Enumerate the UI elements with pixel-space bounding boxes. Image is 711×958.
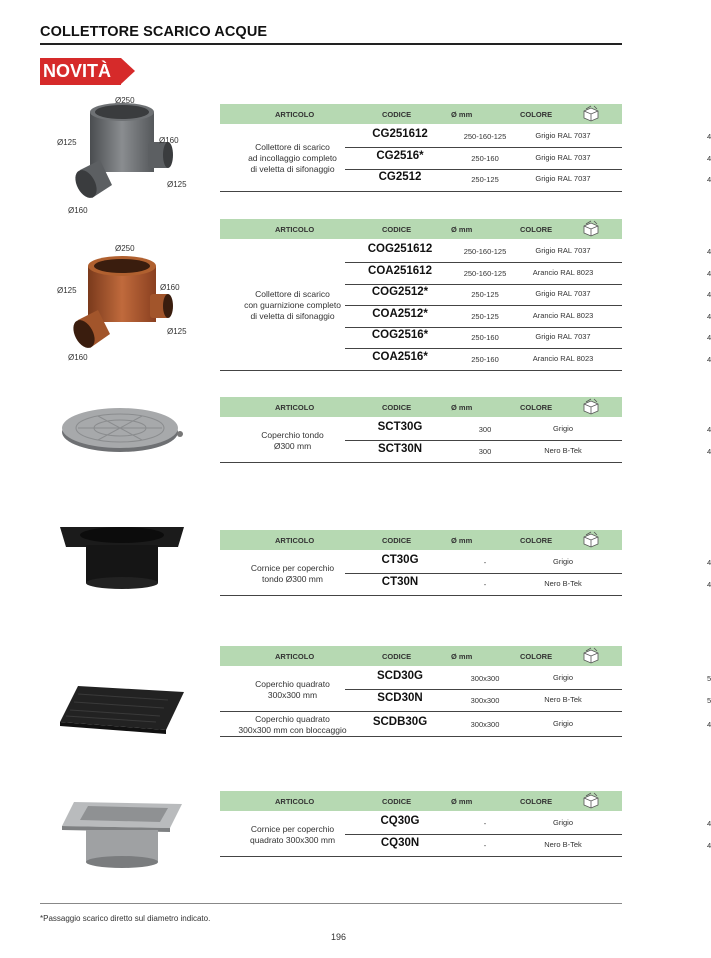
table-row (345, 835, 711, 856)
dim-label: Ø125 (57, 138, 77, 147)
table-row (345, 419, 711, 441)
color-value: Grigio RAL 7037 (535, 332, 591, 341)
pack-qty: 4 (707, 558, 711, 567)
diameter-mm: 250-125 (471, 175, 499, 184)
header-codice: CODICE (382, 652, 412, 661)
pack-qty: 4 (707, 579, 711, 589)
color-value: Grigio (552, 673, 573, 682)
header-articolo: ARTICOLO (275, 652, 315, 661)
box-icon (582, 398, 600, 416)
product-code: CQ30G (380, 815, 420, 827)
dim-label: Ø125 (57, 286, 77, 295)
group-separator (220, 736, 622, 737)
product-code: SCDB30G (372, 716, 428, 728)
table-row (345, 349, 711, 370)
diameter-mm: 250-160 (471, 153, 499, 163)
pack-qty: 4 (707, 290, 711, 299)
product-code: COA2516* (372, 350, 428, 363)
color-value: Grigio RAL 7037 (535, 152, 591, 162)
description-line: Ø300 mm (273, 440, 312, 451)
group-separator (220, 191, 622, 192)
table-row (345, 714, 711, 735)
product-code: COG2516* (371, 329, 429, 341)
header-articolo: ARTICOLO (275, 110, 315, 119)
header-articolo: ARTICOLO (275, 403, 315, 412)
pack-qty: 4 (707, 311, 711, 321)
diameter-mm: - (483, 819, 487, 828)
coperchio-tondo-image (58, 404, 186, 456)
diameter-mm: - (483, 579, 487, 589)
table-row (345, 126, 711, 148)
product-code: COG2512* (371, 286, 429, 298)
box-icon (582, 792, 600, 810)
group-separator (220, 711, 622, 712)
diameter-mm: 300 (478, 446, 492, 456)
pack-qty: 4 (707, 153, 711, 163)
pack-qty: 4 (707, 720, 711, 729)
description-line: con guarnizione completo (244, 300, 341, 310)
product-code: COA251612 (368, 264, 432, 277)
color-value: Grigio RAL 7037 (535, 131, 591, 140)
description-line: Collettore di scarico (255, 289, 330, 299)
table-header (220, 397, 622, 417)
dim-label: Ø160 (68, 353, 88, 362)
color-value: Grigio (552, 818, 573, 827)
group-separator (220, 595, 622, 596)
description-line: Coperchio quadrato (255, 713, 330, 724)
product-code: SCT30N (377, 442, 423, 455)
description-line: tondo Ø300 mm (262, 573, 323, 584)
color-value: Grigio RAL 7037 (535, 289, 591, 298)
header-codice: CODICE (382, 225, 412, 234)
header-codice: CODICE (382, 797, 412, 806)
header-codice: CODICE (382, 536, 412, 545)
article-description (220, 563, 365, 585)
article-description (220, 824, 365, 846)
dim-label: Ø160 (160, 283, 180, 292)
table-row (345, 668, 711, 690)
color-value: Arancio RAL 8023 (532, 353, 594, 363)
box-icon (582, 105, 600, 123)
description-line: 300x300 mm (267, 689, 318, 700)
box-icon (582, 220, 600, 238)
color-value: Grigio (552, 424, 573, 433)
pack-qty: 4 (707, 425, 711, 434)
pack-qty: 4 (707, 247, 711, 256)
table-row (345, 263, 711, 285)
product-code: CQ30N (380, 836, 420, 849)
novita-badge: NOVITÀ (40, 58, 121, 85)
header-colore: COLORE (520, 403, 553, 412)
pack-qty: 4 (707, 175, 711, 184)
title-rule (40, 43, 622, 45)
table-header (220, 219, 622, 239)
box-icon (582, 647, 600, 665)
header-mm: Ø mm (451, 652, 473, 661)
product-code: SCD30N (377, 691, 423, 704)
product-code: CG251612 (372, 128, 428, 140)
table-body (220, 417, 711, 462)
dim-label: Ø160 (159, 136, 179, 145)
header-codice: CODICE (382, 110, 412, 119)
pack-qty: 4 (707, 446, 711, 456)
description-line: Collettore di scarico (255, 141, 330, 152)
article-description (220, 142, 365, 175)
page-number: 196 (330, 932, 347, 942)
table-header (220, 791, 622, 811)
description-line: 300x300 mm con bloccaggio (238, 724, 347, 735)
collettore-grigio-image (70, 100, 180, 210)
color-value: Nero B-Tek (544, 694, 582, 704)
header-colore: COLORE (520, 797, 553, 806)
footnote-rule (40, 903, 622, 904)
description-line: ad incollaggio completo (248, 152, 337, 163)
diameter-mm: 300x300 (470, 695, 500, 705)
product-code: SCT30G (377, 421, 423, 433)
dim-label: Ø250 (115, 244, 135, 253)
pack-qty: 4 (707, 354, 711, 364)
diameter-mm: 300x300 (470, 674, 500, 683)
product-code: CT30G (381, 554, 419, 566)
header-mm: Ø mm (451, 536, 473, 545)
product-table (220, 646, 711, 736)
coperchio-quadrato-image (58, 684, 186, 736)
table-row (345, 574, 711, 595)
table-row (345, 284, 711, 306)
color-value: Grigio RAL 7037 (535, 174, 591, 183)
cornice-tonda-image (58, 523, 186, 591)
pack-qty: 4 (707, 333, 711, 342)
color-value: Arancio RAL 8023 (532, 267, 594, 277)
table-row (345, 241, 711, 263)
color-value: Nero B-Tek (544, 445, 582, 455)
pack-qty: 4 (707, 268, 711, 278)
header-mm: Ø mm (451, 110, 473, 119)
table-body (220, 239, 711, 370)
description-line: di veletta di sifonaggio (250, 163, 335, 174)
header-mm: Ø mm (451, 225, 473, 234)
table-row (345, 690, 711, 711)
header-mm: Ø mm (451, 797, 473, 806)
diameter-mm: - (483, 558, 487, 567)
product-code: CT30N (381, 575, 419, 588)
table-row (345, 552, 711, 574)
article-description (220, 289, 365, 322)
group-separator (220, 856, 622, 857)
group-separator (220, 370, 622, 371)
header-colore: COLORE (520, 110, 553, 119)
table-row (345, 327, 711, 349)
product-code: SCD30G (376, 670, 424, 682)
diameter-mm: 250-125 (471, 311, 499, 321)
description-line: Coperchio quadrato (255, 678, 330, 689)
product-table (220, 104, 711, 191)
header-articolo: ARTICOLO (275, 797, 315, 806)
group-separator (220, 462, 622, 463)
pack-qty: 5 (707, 674, 711, 683)
color-value: Grigio (552, 557, 573, 566)
table-row (345, 169, 711, 190)
diameter-mm: 250-125 (471, 290, 499, 299)
diameter-mm: 250-160-125 (463, 132, 507, 141)
table-header (220, 530, 622, 550)
article-description (220, 430, 365, 452)
pack-qty: 4 (707, 840, 711, 850)
product-code: COA2512* (372, 307, 428, 320)
diameter-mm: 300 (478, 425, 492, 434)
color-value: Grigio RAL 7037 (535, 246, 591, 255)
diameter-mm: 250-160 (471, 354, 499, 364)
product-table (220, 530, 711, 595)
header-codice: CODICE (382, 403, 412, 412)
table-body (220, 550, 711, 595)
table-header (220, 104, 622, 124)
product-code: CG2512 (378, 171, 422, 183)
table-header (220, 646, 622, 666)
product-table (220, 397, 711, 462)
diameter-mm: 250-160-125 (463, 247, 507, 256)
header-colore: COLORE (520, 225, 553, 234)
header-articolo: ARTICOLO (275, 536, 315, 545)
header-colore: COLORE (520, 536, 553, 545)
diameter-mm: 250-160-125 (463, 268, 507, 278)
page-title: COLLETTORE SCARICO ACQUE (40, 24, 268, 40)
description-line: di veletta di sifonaggio (250, 311, 335, 321)
table-body (220, 124, 711, 191)
article-description (220, 679, 365, 701)
dim-label: Ø125 (167, 327, 187, 336)
header-mm: Ø mm (451, 403, 473, 412)
table-body (220, 811, 711, 856)
article-description (220, 714, 365, 736)
pack-qty: 4 (707, 132, 711, 141)
header-colore: COLORE (520, 652, 553, 661)
collettore-arancio-image (70, 254, 180, 354)
dim-label: Ø125 (167, 180, 187, 189)
description-line: Coperchio tondo (261, 429, 324, 440)
diameter-mm: 250-160 (471, 333, 499, 342)
pack-qty: 5 (707, 695, 711, 705)
product-code: COG251612 (367, 243, 433, 255)
dim-label: Ø160 (68, 206, 88, 215)
table-row (345, 148, 711, 170)
color-value: Nero B-Tek (544, 578, 582, 588)
description-line: quadrato 300x300 mm (249, 834, 336, 845)
diameter-mm: - (483, 840, 487, 850)
footnote: *Passaggio scarico diretto sul diametro indicato. (40, 914, 211, 923)
color-value: Arancio RAL 8023 (532, 310, 594, 320)
dim-label: Ø250 (115, 96, 135, 105)
color-value: Grigio (552, 719, 573, 728)
box-icon (582, 531, 600, 549)
product-table (220, 219, 711, 370)
product-table (220, 791, 711, 856)
pack-qty: 4 (707, 819, 711, 828)
table-row (345, 813, 711, 835)
product-code: CG2516* (376, 149, 424, 162)
color-value: Nero B-Tek (544, 839, 582, 849)
header-articolo: ARTICOLO (275, 225, 315, 234)
table-row (345, 441, 711, 462)
table-body (220, 666, 711, 736)
diameter-mm: 300x300 (470, 720, 500, 729)
description-line: Cornice per coperchio (250, 562, 335, 573)
description-line: Cornice per coperchio (250, 823, 335, 834)
cornice-quadrata-image (58, 800, 186, 870)
table-row (345, 306, 711, 328)
